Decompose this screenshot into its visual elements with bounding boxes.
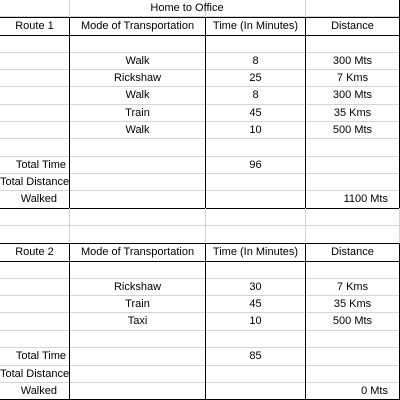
route2-total-time: 85: [249, 350, 262, 362]
route1-row3-time: 8: [252, 89, 259, 101]
grid-line: [69, 208, 70, 243]
route2-row1-distance: 7 Kms: [336, 281, 369, 293]
route1-row2-distance: 7 Kms: [336, 72, 369, 84]
grid-line: [0, 225, 400, 226]
grid-line: [305, 0, 306, 17]
route1-row2-time: 25: [249, 72, 262, 84]
route2-row1-time: 30: [249, 281, 262, 293]
route1-row3-distance: 300 Mts: [332, 89, 373, 101]
route1-row3-mode: Walk: [125, 89, 150, 101]
route2-row3-time: 10: [249, 315, 262, 327]
route1-total-time: 96: [249, 159, 262, 171]
grid-line: [305, 208, 306, 243]
route1-distance-header: Distance: [331, 20, 374, 32]
route1-total-distance: 1100 Mts: [343, 193, 388, 205]
route1-row4-distance: 35 Kms: [333, 107, 372, 119]
route2-row3-mode: Taxi: [127, 315, 148, 327]
route1-walked-label: Walked: [20, 193, 57, 205]
grid-line: [0, 330, 400, 331]
route2-row3-distance: 500 Mts: [332, 315, 373, 327]
route1-row1-time: 8: [252, 55, 259, 67]
route1-row4-time: 45: [249, 107, 262, 119]
table-border: [0, 261, 400, 262]
route1-total-time-label: Total Time: [15, 159, 66, 171]
grid-line: [205, 208, 206, 243]
route1-row4-mode: Train: [125, 107, 150, 119]
route1-mode-header: Mode of Transportation: [80, 20, 195, 32]
route1-row1-mode: Walk: [125, 55, 150, 67]
route2-total-distance: 0 Mts: [361, 385, 388, 397]
route2-total-distance-label: Total Distance: [0, 368, 70, 380]
route1-total-distance-label: Total Distance: [0, 176, 70, 188]
sheet-title: Home to Office: [150, 2, 224, 14]
route2-mode-header: Mode of Transportation: [80, 246, 195, 258]
route2-distance-header: Distance: [331, 246, 374, 258]
route1-row2-mode: Rickshaw: [113, 72, 162, 84]
table-border: [0, 208, 400, 209]
route2-route-header: Route 2: [15, 246, 54, 258]
route2-time-header: Time (In Minutes): [212, 246, 299, 258]
route2-row1-mode: Rickshaw: [113, 281, 162, 293]
route1-route-header: Route 1: [15, 20, 54, 32]
route2-row2-distance: 35 Kms: [333, 298, 372, 310]
route2-walked-label: Walked: [20, 385, 57, 397]
route2-row2-mode: Train: [125, 298, 150, 310]
route1-row5-time: 10: [249, 124, 262, 136]
route1-row5-mode: Walk: [125, 124, 150, 136]
route2-total-time-label: Total Time: [15, 350, 66, 362]
route1-row1-distance: 300 Mts: [332, 55, 373, 67]
table-border: [0, 35, 400, 36]
route1-time-header: Time (In Minutes): [212, 20, 299, 32]
route2-row2-time: 45: [249, 298, 262, 310]
route1-row5-distance: 500 Mts: [332, 124, 373, 136]
